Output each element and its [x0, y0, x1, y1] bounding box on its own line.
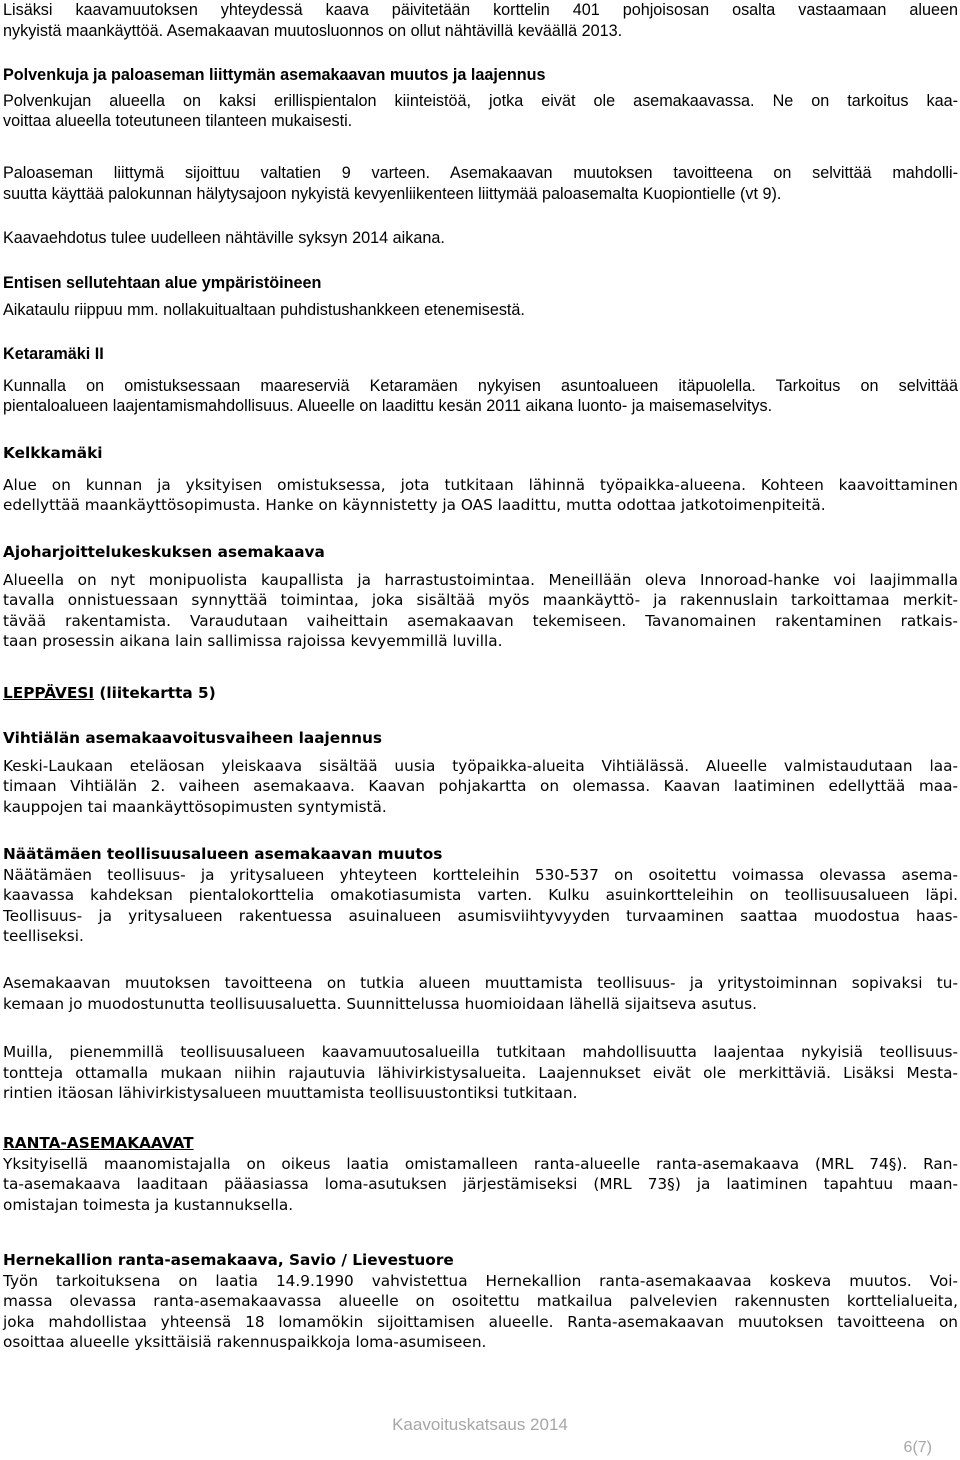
section-heading: Ketaramäki II [3, 345, 104, 363]
text-line: Näätämäen teollisuus- ja yritysalueen yhteyteen kortteleihin 530-537 on osoitettu voimassa olevassa asema- [3, 865, 958, 884]
text-line: teelliseksi. [3, 927, 84, 945]
text-line: Keski-Laukaan eteläosan yleiskaava sisältää uusia työpaikka-alueita Vihtiälässä. Alueelle valmistaudutaan laa- [3, 756, 958, 775]
text-line: Alueella on nyt monipuolista kaupallista ja harrastustoimintaa. Meneillään oleva Innoroad-hanke voi laajimmalla [3, 570, 958, 589]
text-line: joka mahdollistaa yhteensä 18 lomamökin sijoittamisen alueelle. Ranta-asemakaavan muutoksen tavoitteena on [3, 1312, 958, 1331]
text-line: rintien itäosan lähivirkistysalueen muuttamista teollisuustontiksi tutkitaan. [3, 1084, 578, 1102]
section-ajoharjoittelu [3, 542, 958, 652]
paloasema-paragraph [3, 163, 958, 204]
text-line: tontteja ottamalla mukaan niihin rajautuvia lähivirkistysalueita. Laajennukset eivät ole merkittäviä. Lisäksi Mesta- [3, 1063, 958, 1082]
text-line: Kunnalla on omistuksessaan maareserviä Ketaramäen nykyisen asuntoalueen itäpuolella. Tarkoitus on selvittää [3, 376, 958, 395]
text-line: Työn tarkoituksena on laatia 14.9.1990 vahvistettua Hernekallion ranta-asemakaavaa koskeva muutos. Voi- [3, 1271, 958, 1290]
text-line: Lisäksi kaavamuutoksen yhteydessä kaava päivitetään korttelin 401 pohjoisosan osalta vastaamaan alueen [3, 1, 958, 19]
section-heading: Vihtiälän asemakaavoitusvaiheen laajennus [3, 729, 382, 747]
section-heading: Näätämäen teollisuusalueen asemakaavan muutos [3, 845, 443, 863]
text-line: Muilla, pienemmillä teollisuusalueen kaavamuutosalueilla tutkitaan mahdollisuutta laajentaa nykyisiä teollisuus- [3, 1043, 958, 1061]
text-line: taan prosessin aikana lain sallimissa rajoissa kevyemmillä luvilla. [3, 632, 503, 650]
section-kelkkamaki [3, 443, 958, 516]
leppavesi-map-ref: (liitekartta 5) [94, 684, 216, 702]
text-line: tavalla onnistuessaan synnyttää toimintaa, joka sisältää myös maankäyttö- ja rakennuslain tarkoittamaa merkit- [3, 591, 958, 609]
section-ranta [3, 1133, 958, 1215]
naatamaki-other-paragraph [3, 1042, 958, 1104]
text-line: Aikataulu riippuu mm. nollakuitualtaan puhdistushankkeen etenemisestä. [3, 300, 525, 319]
section-title: RANTA-ASEMAKAAVAT [3, 1134, 194, 1152]
text-line: Polvenkujan alueella on kaksi erillispientalon kiinteistöä, jotka eivät ole asemakaavassa. Ne on tarkoitus kaa- [3, 91, 958, 110]
text-line: Teollisuus- ja yritysalueen rakentuessa asuinalueen asumisviihtyvyyden turvaaminen saattaa muodostua haas- [3, 906, 958, 925]
section-naatamaki [3, 844, 958, 947]
text-line: Paloaseman liittymä sijoittuu valtatien 9 varteen. Asemakaavan muutoksen tavoitteena on selvittää mahdolli- [3, 164, 958, 182]
text-line: nykyistä maankäyttöä. Asemakaavan muutosluonnos on ollut nähtävillä keväällä 2013. [3, 21, 623, 40]
page-number: 6(7) [903, 1439, 932, 1456]
text-line: osoittaa alueelle yksittäisiä rakennuspaikkoja loma-asumiseen. [3, 1333, 487, 1351]
naatamaki-goal-paragraph [3, 973, 958, 1014]
section-heading: Hernekallion ranta-asemakaava, Savio / Lievestuore [3, 1251, 454, 1269]
section-heading: Entisen sellutehtaan alue ympäristöineen [3, 274, 322, 292]
text-line: Kaavaehdotus tulee uudelleen nähtäville syksyn 2014 aikana. [3, 229, 445, 247]
section-heading: Ajoharjoittelukeskuksen asemakaava [3, 543, 325, 561]
text-line: Yksityisellä maanomistajalla on oikeus laatia omistamalleen ranta-alueelle ranta-asemakaava (MRL 74§). Ran- [3, 1154, 958, 1173]
text-line: timaan Vihtiälän 2. vaiheen asemakaava. Kaavan pohjakartta on olemassa. Kaavan laatiminen edellyttää maa- [3, 777, 958, 795]
section-heading: Polvenkuja ja paloaseman liittymän asemakaavan muutos ja laajennus [3, 66, 546, 84]
leppavesi-title [3, 683, 958, 704]
text-line: voittaa alueella toteutuneen tilanteen mukaisesti. [3, 112, 353, 130]
text-line: pientaloalueen laajentamismahdollisuus. Alueelle on laadittu kesän 2011 aikana luonto- ja maisemaselvitys. [3, 397, 773, 415]
text-line: massa olevassa ranta-asemakaavassa alueelle on osoitettu matkailua palvelevien rakennusten korttelialueita, [3, 1292, 958, 1310]
section-polvenkuja [3, 65, 958, 132]
text-line: ta-asemakaava laaditaan pääasiassa loma-asutuksen järjestämiseksi (MRL 73§) ja laatiminen tapahtuu maan- [3, 1175, 958, 1193]
text-line: omistajan toimesta ja kustannuksella. [3, 1195, 294, 1214]
kaavaehdotus-paragraph [3, 228, 958, 249]
section-hernekallio [3, 1250, 958, 1353]
text-line: Alue on kunnan ja yksityisen omistuksessa, jota tutkitaan lähinnä työpaikka-alueena. Kohteen kaavoittaminen [3, 475, 958, 494]
section-heading: Kelkkamäki [3, 444, 103, 462]
text-line: suutta käyttää palokunnan hälytysajoon nykyistä kevyenliikenteen liittymää paloasemalta Kuopiontielle (vt 9). [3, 184, 782, 203]
footer-title: Kaavoituskatsaus 2014 [392, 1415, 568, 1434]
section-vihtiala [3, 728, 958, 817]
text-line: kauppojen tai maankäyttösopimusten syntymistä. [3, 797, 387, 816]
intro-paragraph [3, 0, 958, 41]
leppavesi-name: LEPPÄVESI [3, 684, 95, 702]
section-ketaramaki [3, 344, 958, 417]
text-line: tävää rakentamista. Varaudutaan vaiheittain asemakaavan tekemiseen. Tavanomainen rakentaminen ratkais- [3, 611, 958, 630]
text-line: kemaan jo muodostunutta teollisuusaluetta. Suunnittelussa huomioidaan lähellä sijaitseva asutus. [3, 994, 757, 1013]
text-line: edellyttää maankäyttösopimusta. Hanke on käynnistetty ja OAS laadittu, mutta odottaa jatkotoimenpiteitä. [3, 496, 826, 514]
section-sellutehdas [3, 273, 958, 320]
text-line: kaavassa kahdeksan pientalokorttelia omakotiasumista varten. Kulku asuinkortteleihin on teollisuusalueen läpi. [3, 886, 958, 904]
text-line: Asemakaavan muutoksen tavoitteena on tutkia alueen muuttamista teollisuus- ja yritystoiminnan sopivaksi tu- [3, 974, 958, 992]
